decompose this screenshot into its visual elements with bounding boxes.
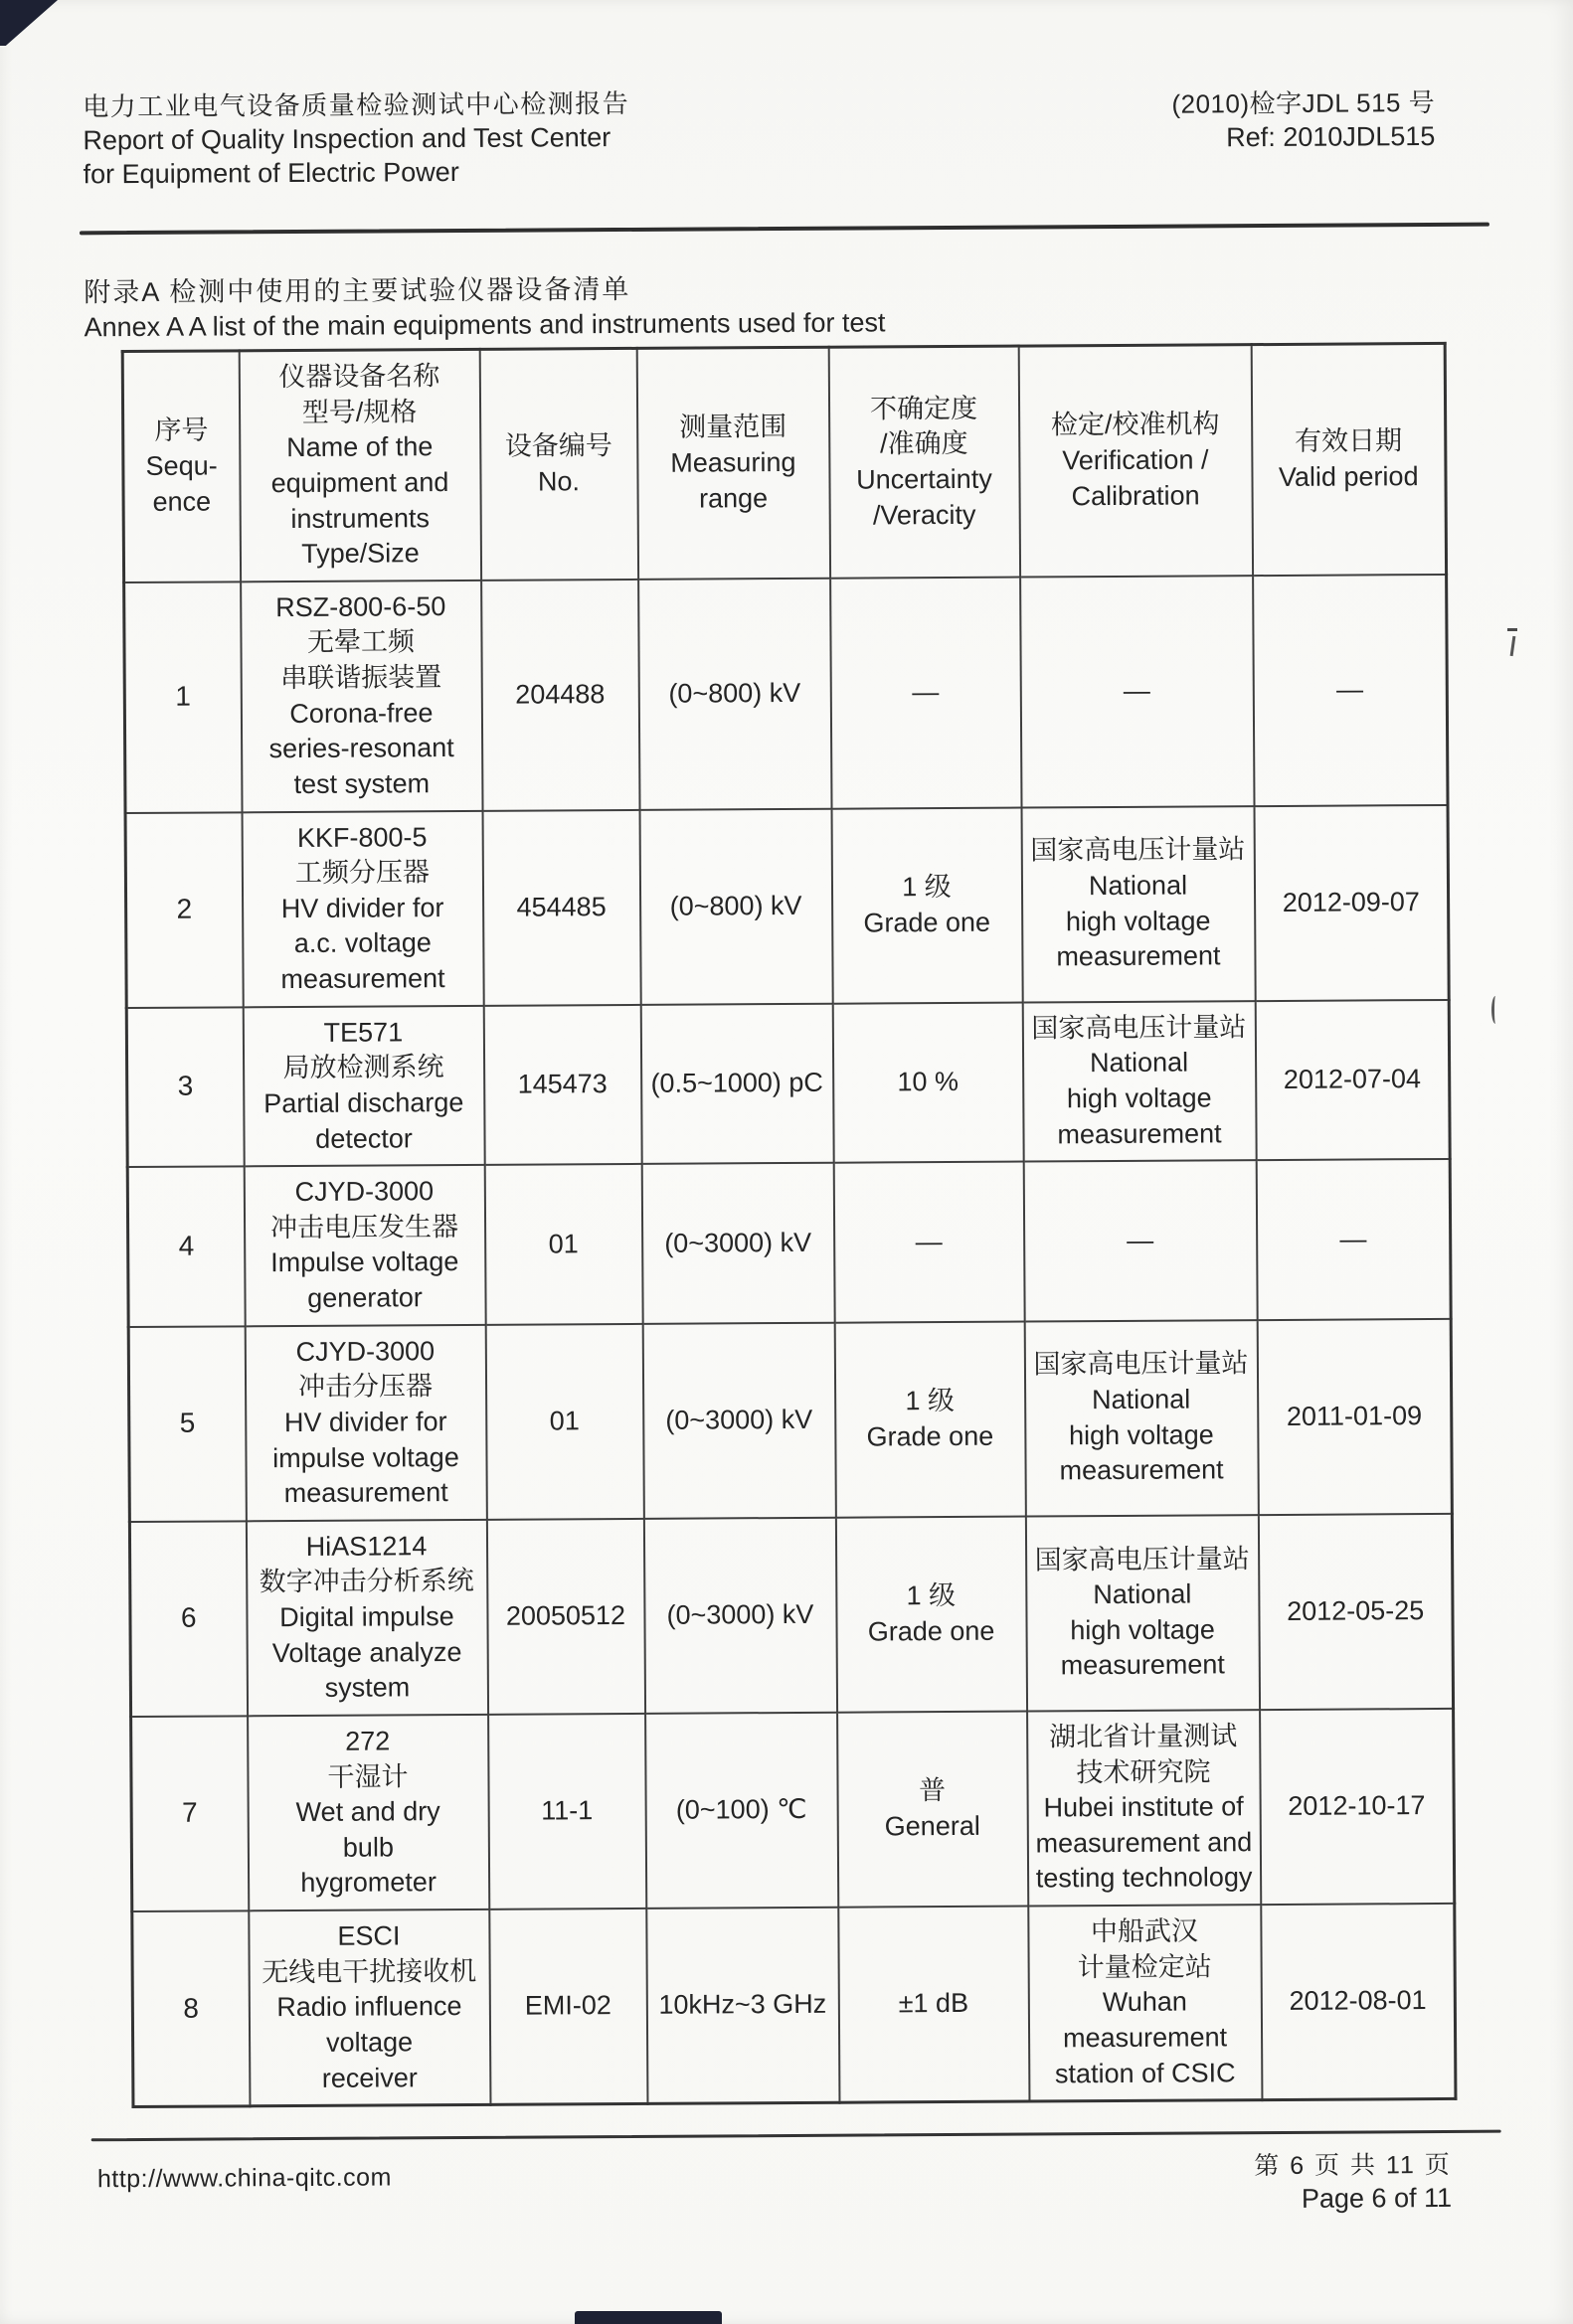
cell-name: RSZ-800-6-50 无晕工频 串联谐振装置 Corona-free series-resonant test system — [241, 581, 482, 812]
equipment-table — [121, 342, 1458, 2108]
cell-range: (0.5~1000) pC — [640, 1003, 833, 1164]
cell-verification: 国家高电压计量站 National high voltage measurement — [1022, 1001, 1256, 1162]
col-header-name: 仪器设备名称 型号/规格 Name of the equipment and instruments Type/Size — [239, 349, 480, 581]
header-divider — [80, 223, 1489, 236]
cell-range: (0~800) kV — [638, 578, 831, 809]
cell-name: ESCI 无线电干扰接收机 Radio influence voltage receiver — [249, 1909, 490, 2106]
cell-no: 204488 — [481, 580, 639, 811]
cell-range: (0~3000) kV — [643, 1517, 836, 1713]
cell-uncertainty: 10 % — [832, 1002, 1023, 1163]
document-footer — [8, 2132, 1573, 2224]
cell-no: 11-1 — [488, 1714, 646, 1909]
page-number-en: Page 6 of 11 — [1301, 2183, 1453, 2214]
report-title-en-line1: Report of Quality Inspection and Test Center — [83, 122, 612, 156]
cell-sequence: 6 — [129, 1521, 247, 1717]
cell-valid-period: 2012-05-25 — [1258, 1514, 1453, 1710]
annex-title-en: Annex A A list of the main equipments and instruments used for test — [84, 307, 886, 343]
cell-no: 145473 — [483, 1005, 641, 1165]
document-header — [0, 0, 1569, 192]
cell-name: TE571 局放检测系统 Partial discharge detector — [243, 1005, 484, 1166]
annex-title — [84, 265, 1569, 345]
cell-valid-period: — — [1253, 575, 1448, 806]
cell-valid-period: 2011-01-09 — [1257, 1319, 1452, 1515]
report-ref-en: Ref: 2010JDL515 — [1226, 121, 1436, 153]
table-header-row — [122, 343, 1446, 581]
cell-uncertainty: — — [830, 577, 1021, 808]
cell-no: 01 — [485, 1324, 643, 1520]
table-row — [125, 804, 1449, 1007]
cell-verification: — — [1023, 1160, 1257, 1321]
page-number-block — [1254, 2149, 1452, 2216]
cell-verification: — — [1020, 576, 1254, 807]
cell-name: 272 干湿计 Wet and dry bulb hygrometer — [248, 1715, 489, 1911]
cell-valid-period: 2012-10-17 — [1260, 1709, 1455, 1905]
report-ref-zh: (2010)检字JDL 515 号 — [1171, 87, 1436, 119]
cell-verification: 国家高电压计量站 National high voltage measurement — [1025, 1515, 1259, 1712]
cell-uncertainty: — — [833, 1162, 1024, 1323]
col-header-uncertainty: 不确定度 /准确度 Uncertainty /Veracity — [828, 346, 1019, 578]
cell-sequence: 1 — [124, 581, 242, 812]
footer-url: http://www.china-qitc.com — [96, 2163, 392, 2194]
cell-verification: 湖北省计量测试 技术研究院 Hubei institute of measurement and testing technology — [1027, 1710, 1261, 1907]
cell-no: 20050512 — [486, 1519, 644, 1715]
cell-valid-period: 2012-08-01 — [1261, 1904, 1456, 2100]
report-ref-block — [1171, 82, 1435, 155]
col-header-sequence: 序号 Sequ- ence — [122, 351, 240, 582]
cell-valid-period: — — [1256, 1159, 1451, 1320]
cell-name: KKF-800-5 工频分压器 HV divider for a.c. voltage measurement — [242, 810, 483, 1007]
table-row — [127, 1159, 1451, 1327]
cell-verification: 中船武汉 计量检定站 Wuhan measurement station of CSIC — [1028, 1905, 1262, 2101]
cell-uncertainty: 1 级 Grade one — [831, 807, 1022, 1003]
cell-range: 10kHz~3 GHz — [646, 1908, 839, 2104]
cell-uncertainty: 1 级 Grade one — [834, 1321, 1025, 1517]
cell-range: (0~3000) kV — [641, 1163, 834, 1324]
cell-verification: 国家高电压计量站 National high voltage measurement — [1021, 806, 1255, 1003]
table-row — [129, 1514, 1453, 1717]
table-row — [124, 575, 1448, 813]
cell-name: CJYD-3000 冲击分压器 HV divider for impulse voltage measurement — [245, 1324, 486, 1521]
cell-no: EMI-02 — [489, 1909, 647, 2105]
report-title-en-line2: for Equipment of Electric Power — [83, 156, 459, 190]
cell-no: 01 — [484, 1164, 642, 1324]
cell-sequence: 7 — [131, 1716, 249, 1911]
col-header-no: 设备编号 No. — [479, 348, 637, 580]
table-row — [128, 1319, 1452, 1522]
scan-artifact-right-smudge — [1503, 628, 1517, 658]
cell-sequence: 8 — [132, 1910, 250, 2106]
cell-verification: 国家高电压计量站 National high voltage measurement — [1024, 1320, 1258, 1517]
cell-sequence: 5 — [128, 1326, 246, 1522]
col-header-range: 测量范围 Measuring range — [636, 347, 829, 579]
cell-range: (0~3000) kV — [642, 1322, 835, 1518]
cell-valid-period: 2012-09-07 — [1254, 804, 1449, 1000]
col-header-valid-period: 有效日期 Valid period — [1251, 343, 1446, 575]
report-title-zh: 电力工业电气设备质量检验测试中心检测报告 — [83, 87, 630, 122]
cell-name: HiAS1214 数字冲击分析系统 Digital impulse Voltage analyze system — [246, 1520, 487, 1717]
cell-uncertainty: 1 级 Grade one — [835, 1516, 1026, 1712]
table-row — [132, 1904, 1456, 2107]
cell-valid-period: 2012-07-04 — [1255, 1000, 1450, 1161]
cell-range: (0~100) ℃ — [645, 1713, 838, 1909]
cell-sequence: 4 — [127, 1166, 245, 1326]
col-header-verification: 检定/校准机构 Verification / Calibration — [1018, 345, 1252, 578]
scan-artifact-right-mark — [1491, 996, 1499, 1024]
cell-uncertainty: 普 General — [837, 1711, 1028, 1907]
scan-artifact-bottom-bar — [575, 2311, 722, 2324]
cell-no: 454485 — [482, 809, 640, 1005]
cell-sequence: 2 — [125, 812, 243, 1008]
annex-title-zh: 附录A 检测中使用的主要试验仪器设备清单 — [84, 273, 631, 308]
page-number-zh: 第 6 页 共 11 页 — [1254, 2151, 1452, 2181]
cell-sequence: 3 — [126, 1007, 244, 1167]
table-row — [131, 1709, 1455, 1911]
cell-range: (0~800) kV — [639, 808, 832, 1004]
cell-name: CJYD-3000 冲击电压发生器 Impulse voltage generator — [244, 1165, 485, 1326]
cell-uncertainty: ±1 dB — [838, 1907, 1029, 2103]
report-title-block — [83, 86, 630, 191]
table-row — [126, 1000, 1450, 1168]
